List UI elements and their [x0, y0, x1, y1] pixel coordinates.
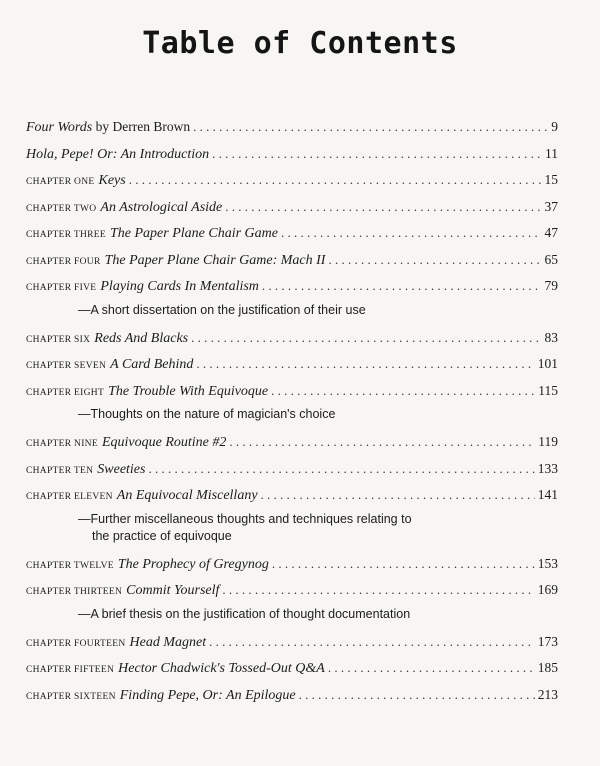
chapter-title: Commit Yourself: [126, 583, 220, 598]
entry-label: [26, 577, 219, 606]
entry-label: [26, 194, 222, 223]
chapter-title: Hola, Pepe! Or: An Introduction: [26, 146, 210, 162]
chapter-title: Equivoque Routine #2: [101, 435, 227, 450]
dot-leader: [222, 577, 534, 604]
toc-entry: [26, 682, 558, 709]
chapter-note-line: the practice of equivoque: [92, 528, 232, 543]
entry-label: [26, 325, 188, 354]
toc-entry: [26, 655, 558, 682]
entry-label: [26, 167, 126, 196]
chapter-number: CHAPTER TWO: [26, 203, 97, 214]
dot-leader: [129, 167, 542, 194]
chapter-number: CHAPTER TEN: [26, 465, 94, 476]
entry-label: [26, 378, 268, 407]
dot-leader: [328, 247, 541, 274]
page-number: 101: [537, 356, 558, 371]
page-title: Table of Contents: [142, 26, 458, 61]
chapter-number: CHAPTER EIGHT: [26, 387, 105, 398]
entry-label: [26, 551, 269, 580]
chapter-note: [78, 604, 538, 629]
toc-entry: [26, 456, 558, 483]
chapter-title: The Trouble With Equivoque: [108, 383, 269, 399]
dot-leader: [196, 351, 534, 378]
page-number: 115: [538, 382, 558, 398]
chapter-number: CHAPTER THIRTEEN: [26, 587, 123, 597]
entry-label: [26, 114, 190, 142]
page-number: 9: [551, 119, 558, 134]
dot-leader: [191, 325, 541, 352]
entry-label: [26, 482, 258, 511]
entry-label: [26, 247, 325, 276]
chapter-number: CHAPTER FOURTEEN: [26, 638, 126, 649]
chapter-number: CHAPTER THREE: [26, 230, 106, 240]
chapter-number: CHAPTER FIVE: [26, 283, 97, 293]
toc-entry: [26, 577, 558, 604]
chapter-number: CHAPTER ELEVEN: [26, 492, 113, 502]
toc-entry: [26, 141, 558, 168]
entry-label: [26, 429, 226, 458]
entry-label: [26, 456, 145, 485]
dot-leader: [229, 429, 535, 456]
toc-entry: [26, 220, 558, 247]
entry-label: [26, 629, 206, 658]
dot-leader: [328, 655, 535, 682]
chapter-title: Hector Chadwick's Tossed-Out Q&A: [118, 661, 325, 676]
chapter-title: A Card Behind: [110, 357, 194, 372]
toc-entry: [26, 273, 558, 300]
toc-entry: [26, 194, 558, 221]
toc-entry: [26, 629, 558, 656]
toc-entry: [26, 482, 558, 509]
dot-leader: [261, 482, 535, 509]
chapter-number: CHAPTER ONE: [26, 177, 95, 187]
dot-leader: [212, 141, 542, 168]
chapter-note: [78, 404, 538, 429]
dot-leader: [209, 629, 535, 656]
chapter-title: Playing Cards In Mentalism: [100, 279, 259, 294]
dot-leader: [281, 220, 542, 247]
page-number: 79: [544, 278, 558, 293]
toc-entry: [26, 247, 558, 274]
dot-leader: [193, 114, 548, 141]
page-number: 119: [538, 434, 558, 449]
chapter-number: CHAPTER SIXTEEN: [26, 691, 116, 702]
entry-label: [26, 655, 325, 684]
dot-leader: [148, 456, 534, 483]
chapter-title: The Paper Plane Chair Game: [110, 226, 278, 241]
chapter-note-line: —Thoughts on the nature of magician's choice: [78, 407, 336, 421]
page-number: 169: [537, 582, 558, 597]
entry-label: [26, 351, 193, 380]
chapter-title: Keys: [98, 173, 126, 188]
chapter-title: The Paper Plane Chair Game: Mach II: [104, 252, 326, 268]
chapter-title: An Equivocal Miscellany: [116, 488, 258, 503]
page-number: 83: [544, 329, 558, 345]
page-number: 65: [544, 251, 558, 267]
dot-leader: [299, 682, 535, 709]
page-number: 153: [537, 555, 558, 571]
toc-list: [26, 114, 558, 708]
dot-leader: [225, 194, 541, 221]
chapter-number: CHAPTER TWELVE: [26, 560, 114, 571]
chapter-title: An Astrological Aside: [100, 199, 223, 215]
chapter-note-line: —Further miscellaneous thoughts and techniques relating to: [78, 511, 412, 526]
page-number: 47: [544, 225, 558, 240]
chapter-note: [78, 300, 538, 325]
entry-label: [26, 220, 278, 249]
dot-leader: [271, 378, 535, 405]
chapter-title: Four Words: [26, 120, 93, 135]
toc-entry: [26, 167, 558, 194]
chapter-title: Head Magnet: [129, 634, 207, 650]
chapter-title: Sweeties: [97, 461, 146, 477]
page-number: 37: [544, 198, 558, 214]
toc-entry: [26, 551, 558, 578]
entry-label: [26, 682, 296, 711]
toc-entry: [26, 378, 558, 405]
page-number: 15: [544, 172, 558, 187]
page-number: 173: [537, 633, 558, 649]
toc-entry: [26, 429, 558, 456]
page-number: 133: [537, 460, 558, 476]
toc-entry: [26, 114, 558, 141]
chapter-note: [78, 509, 538, 551]
page-number: 213: [537, 686, 558, 702]
title-suffix: by Derren Brown: [92, 119, 191, 134]
toc-entry: [26, 325, 558, 352]
dot-leader: [262, 273, 542, 300]
page-number: 141: [537, 487, 558, 502]
chapter-title: Reds And Blacks: [94, 330, 189, 346]
chapter-number: CHAPTER SIX: [26, 334, 91, 345]
dot-leader: [272, 551, 535, 578]
chapter-number: CHAPTER NINE: [26, 439, 98, 449]
chapter-number: CHAPTER FIFTEEN: [26, 665, 115, 675]
page-number: 11: [545, 145, 558, 161]
chapter-title: The Prophecy of Gregynog: [117, 556, 269, 572]
chapter-number: CHAPTER SEVEN: [26, 361, 107, 371]
chapter-title: Finding Pepe, Or: An Epilogue: [119, 687, 296, 703]
toc-entry: [26, 351, 558, 378]
entry-label: [26, 141, 209, 169]
entry-label: [26, 273, 259, 302]
chapter-note-line: —A short dissertation on the justification of their use: [78, 302, 366, 317]
page-number: 185: [537, 660, 558, 675]
chapter-number: CHAPTER FOUR: [26, 256, 101, 267]
chapter-note-line: —A brief thesis on the justification of thought documentation: [78, 606, 411, 621]
